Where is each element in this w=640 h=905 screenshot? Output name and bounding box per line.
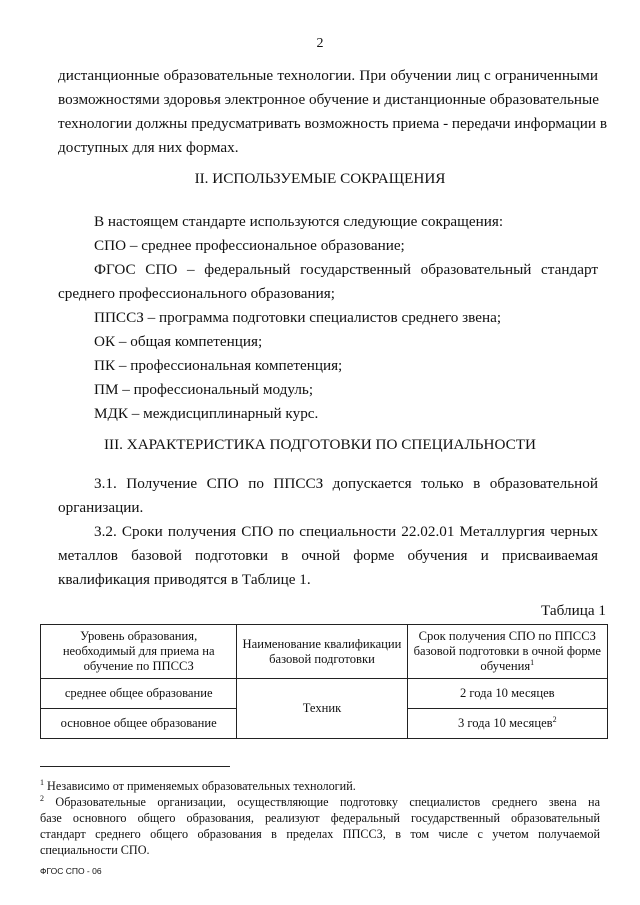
table-cell: [407, 679, 607, 709]
table-header-row: [41, 625, 608, 679]
abbrev-fgos-line-2: среднего профессионального образования;: [58, 285, 335, 302]
footnote-ref-2: 2: [552, 715, 557, 724]
table-cell: [237, 679, 407, 739]
abbrev-pm: ПМ – профессиональный модуль;: [94, 381, 314, 398]
clause-3-2-line-2: металлов базовой подготовки в очной форме обучения и присваиваемая: [58, 547, 598, 564]
abbrev-spo: СПО – среднее профессиональное образование;: [94, 237, 405, 254]
footnote-ref-1: 1: [530, 658, 535, 667]
clause-3-2-line-3: квалификация приводятся в Таблице 1.: [58, 571, 311, 588]
footnote-2-line-3: стандарт среднего общего образования в пределах ППССЗ, в том числе с учетом получаемой: [40, 827, 600, 841]
section-2-heading: II. ИСПОЛЬЗУЕМЫЕ СОКРАЩЕНИЯ: [194, 170, 446, 187]
footnote-2-line-2: базе основного общего образования, реализуют федеральный государственный образовательный: [40, 811, 600, 825]
abbrev-mdk: МДК – междисциплинарный курс.: [94, 405, 319, 422]
qualification-technician: Техник: [302, 701, 342, 715]
abbrev-lead: В настоящем стандарте используются следующие сокращения:: [94, 213, 504, 230]
table-header-cell: [407, 625, 607, 679]
footnote-2-line-1: [40, 794, 600, 810]
education-level-secondary-general: среднее общее образование: [64, 686, 213, 700]
abbrev-ppssz: ППССЗ – программа подготовки специалистов среднего звена;: [94, 309, 502, 326]
header-duration: Срок получения СПО по ППССЗ базовой подготовки в очной форме обучения: [413, 629, 601, 673]
clause-3-1-line-1: 3.1. Получение СПО по ППССЗ допускается только в образовательной: [94, 475, 598, 492]
abbrev-pk: ПК – профессиональная компетенция;: [94, 357, 343, 374]
table-header-cell: [237, 625, 407, 679]
intro-line-3: технологии должны предусматривать возможность приема - передачи информации в: [58, 115, 608, 132]
footnote-2-mark: 2: [40, 794, 44, 803]
footnote-1-mark: 1: [40, 778, 44, 787]
document-footer: ФГОС СПО - 06: [40, 866, 102, 876]
table-cell: [407, 709, 607, 739]
education-level-basic-general: основное общее образование: [60, 716, 217, 730]
duration-row-2: 3 года 10 месяцев: [457, 716, 553, 730]
page-number: 2: [316, 36, 324, 51]
intro-line-2: возможностями здоровья электронное обучение и дистанционные образовательные: [58, 91, 600, 108]
clause-3-2-line-1: 3.2. Сроки получения СПО по специальности 22.02.01 Металлургия черных: [94, 523, 598, 540]
footnote-2-line-4: специальности СПО.: [40, 843, 150, 857]
table-1: [40, 624, 608, 739]
table-cell: [41, 709, 237, 739]
section-3-heading: III. ХАРАКТЕРИСТИКА ПОДГОТОВКИ ПО СПЕЦИАЛЬНОСТИ: [103, 436, 537, 453]
table-row: [41, 679, 608, 709]
header-qualification: Наименование квалификации базовой подготовки: [242, 636, 402, 666]
footnote-1: [40, 778, 356, 794]
footnote-2-text: Образовательные организации, осуществляющие подготовку специалистов среднего звена на: [44, 795, 600, 809]
table-header-cell: [41, 625, 237, 679]
abbrev-fgos-line-1: ФГОС СПО – федеральный государственный образовательный стандарт: [94, 261, 598, 278]
table-1-caption: Таблица 1: [541, 602, 606, 619]
header-education-level: Уровень образования, необходимый для приема на обучение по ППССЗ: [62, 629, 215, 673]
footnote-separator: [40, 766, 230, 767]
duration-row-1: 2 года 10 месяцев: [459, 686, 555, 700]
intro-line-4: доступных для них формах.: [58, 139, 239, 156]
intro-line-1: дистанционные образовательные технологии. При обучении лиц с ограниченными: [58, 67, 598, 84]
footnote-1-text: Независимо от применяемых образовательных технологий.: [44, 779, 356, 793]
clause-3-1-line-2: организации.: [58, 499, 144, 516]
table-cell: [41, 679, 237, 709]
abbrev-ok: ОК – общая компетенция;: [94, 333, 263, 350]
